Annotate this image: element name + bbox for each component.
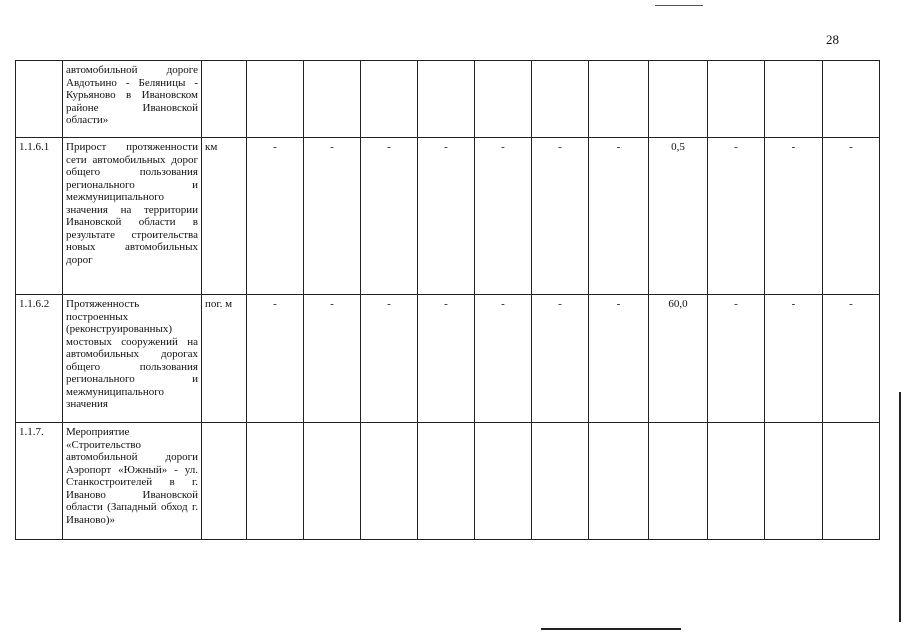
value-cell: - bbox=[765, 295, 823, 423]
value-cell bbox=[304, 423, 361, 540]
value-cell bbox=[418, 61, 475, 138]
row-code: 1.1.6.2 bbox=[16, 295, 63, 423]
row-name: Прирост протяженности сети автомобильных дорог общего пользования регионального и межмуниципального значения на территории Ивановской области в результате строительства новых автомобильных дорог bbox=[63, 138, 202, 295]
row-unit bbox=[202, 61, 247, 138]
value-cell: - bbox=[589, 138, 649, 295]
value-cell bbox=[247, 61, 304, 138]
value-cell: - bbox=[247, 138, 304, 295]
value-cell bbox=[532, 423, 589, 540]
value-cell bbox=[649, 423, 708, 540]
value-cell: - bbox=[304, 295, 361, 423]
row-unit bbox=[202, 423, 247, 540]
value-cell bbox=[708, 61, 765, 138]
row-code bbox=[16, 61, 63, 138]
value-cell: - bbox=[475, 138, 532, 295]
row-unit: пог. м bbox=[202, 295, 247, 423]
value-cell: - bbox=[823, 138, 880, 295]
value-cell: - bbox=[361, 295, 418, 423]
value-cell bbox=[304, 61, 361, 138]
table-row bbox=[16, 423, 880, 540]
value-cell: - bbox=[708, 295, 765, 423]
value-cell: - bbox=[532, 138, 589, 295]
value-cell: 60,0 bbox=[649, 295, 708, 423]
table-row bbox=[16, 295, 880, 423]
value-cell: - bbox=[361, 138, 418, 295]
value-cell bbox=[475, 423, 532, 540]
value-cell bbox=[649, 61, 708, 138]
page-number: 28 bbox=[826, 32, 839, 47]
value-cell: - bbox=[475, 295, 532, 423]
value-cell bbox=[589, 423, 649, 540]
top-scan-mark bbox=[655, 5, 703, 6]
table-row bbox=[16, 138, 880, 295]
value-cell: - bbox=[247, 295, 304, 423]
row-unit: км bbox=[202, 138, 247, 295]
row-code: 1.1.7. bbox=[16, 423, 63, 540]
table-row bbox=[16, 61, 880, 138]
row-name: автомобильной дороге Авдотьино - Беляницы - Курьяново в Ивановском районе Ивановской области» bbox=[63, 61, 202, 138]
value-cell: - bbox=[418, 295, 475, 423]
value-cell bbox=[589, 61, 649, 138]
value-cell bbox=[708, 423, 765, 540]
value-cell: - bbox=[418, 138, 475, 295]
value-cell: - bbox=[823, 295, 880, 423]
indicators-table bbox=[15, 60, 880, 540]
value-cell bbox=[823, 61, 880, 138]
row-code: 1.1.6.1 bbox=[16, 138, 63, 295]
value-cell: - bbox=[589, 295, 649, 423]
value-cell bbox=[823, 423, 880, 540]
right-scan-edge bbox=[899, 392, 901, 622]
value-cell bbox=[475, 61, 532, 138]
value-cell: - bbox=[765, 138, 823, 295]
value-cell: - bbox=[708, 138, 765, 295]
value-cell bbox=[361, 61, 418, 138]
bottom-scan-mark bbox=[541, 628, 681, 630]
row-name: Мероприятие «Строительство автомобильной дороги Аэропорт «Южный» - ул. Станкостроителей в г. Иваново Ивановской области (Западный обход г. Иваново)» bbox=[63, 423, 202, 540]
value-cell bbox=[247, 423, 304, 540]
value-cell: - bbox=[304, 138, 361, 295]
value-cell bbox=[765, 423, 823, 540]
value-cell bbox=[765, 61, 823, 138]
row-name: Протяженность построенных (реконструированных) мостовых сооружений на автомобильных дорогах общего пользования регионального и межмуниципального значения bbox=[63, 295, 202, 423]
value-cell bbox=[418, 423, 475, 540]
value-cell: - bbox=[532, 295, 589, 423]
value-cell: 0,5 bbox=[649, 138, 708, 295]
value-cell bbox=[361, 423, 418, 540]
value-cell bbox=[532, 61, 589, 138]
